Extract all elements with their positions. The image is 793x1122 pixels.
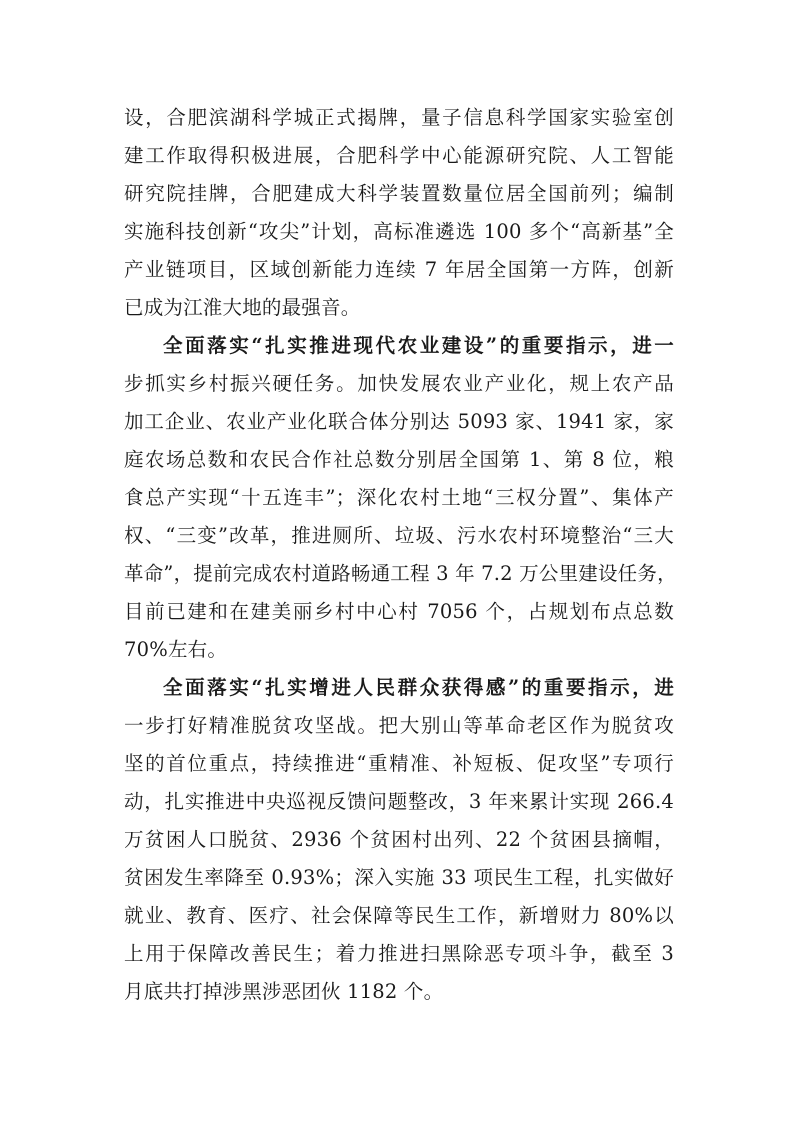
- paragraph-3-line-3: 动，扎实推进中央巡视反馈问题整改，3 年来累计实现 266.4: [124, 790, 674, 813]
- paragraph-2-line-2: 加工企业、农业产业化联合体分别达 5093 家、1941 家，家: [124, 410, 674, 433]
- paragraph-2-line-8: 70%左右。: [124, 638, 228, 661]
- paragraph-3-line-4: 万贫困人口脱贫、2936 个贫困村出列、22 个贫困县摘帽，: [124, 828, 674, 851]
- paragraph-1-line-2: 建工作取得积极进展，合肥科学中心能源研究院、人工智能: [124, 144, 674, 167]
- paragraph-2-line-7: 目前已建和在建美丽乡村中心村 7056 个，占规划布点总数: [124, 600, 674, 623]
- paragraph-3-line-5: 贫困发生率降至 0.93%；深入实施 33 项民生工程，扎实做好: [124, 866, 674, 889]
- paragraph-1-line-4: 实施科技创新“攻尖”计划，高标准遴选 100 多个“高新基”全: [124, 220, 674, 243]
- paragraph-2-lead-heading: 全面落实“扎实推进现代农业建设”的重要指示，进一: [163, 334, 674, 357]
- paragraph-3-lead-heading: 全面落实“扎实增进人民群众获得感”的重要指示，进: [163, 676, 674, 699]
- paragraph-3-line-1: 一步打好精准脱贫攻坚战。把大别山等革命老区作为脱贫攻: [124, 714, 674, 737]
- paragraph-1-line-5: 产业链项目，区域创新能力连续 7 年居全国第一方阵，创新: [124, 258, 674, 281]
- paragraph-2-line-4: 食总产实现“十五连丰”；深化农村土地“三权分置”、集体产: [124, 486, 674, 509]
- paragraph-3-line-8: 月底共打掉涉黑涉恶团伙 1182 个。: [124, 980, 444, 1003]
- paragraph-1-line-1: 设，合肥滨湖科学城正式揭牌，量子信息科学国家实验室创: [124, 106, 674, 129]
- paragraph-2-line-6: 革命”，提前完成农村道路畅通工程 3 年 7.2 万公里建设任务，: [124, 562, 677, 585]
- paragraph-3-line-2: 坚的首位重点，持续推进“重精准、补短板、促攻坚”专项行: [124, 752, 674, 775]
- paragraph-1-line-3: 研究院挂牌，合肥建成大科学装置数量位居全国前列；编制: [124, 182, 674, 205]
- paragraph-3-line-7: 上用于保障改善民生；着力推进扫黑除恶专项斗争，截至 3: [124, 942, 674, 965]
- paragraph-1-line-6: 已成为江淮大地的最强音。: [124, 296, 361, 319]
- paragraph-2-line-1: 步抓实乡村振兴硬任务。加快发展农业产业化，规上农产品: [124, 372, 674, 395]
- paragraph-2-line-3: 庭农场总数和农民合作社总数分别居全国第 1、第 8 位，粮: [124, 448, 674, 471]
- paragraph-2-line-5: 权、“三变”改革，推进厕所、垃圾、污水农村环境整治“三大: [124, 524, 674, 547]
- paragraph-3-line-6: 就业、教育、医疗、社会保障等民生工作，新增财力 80%以: [124, 904, 674, 927]
